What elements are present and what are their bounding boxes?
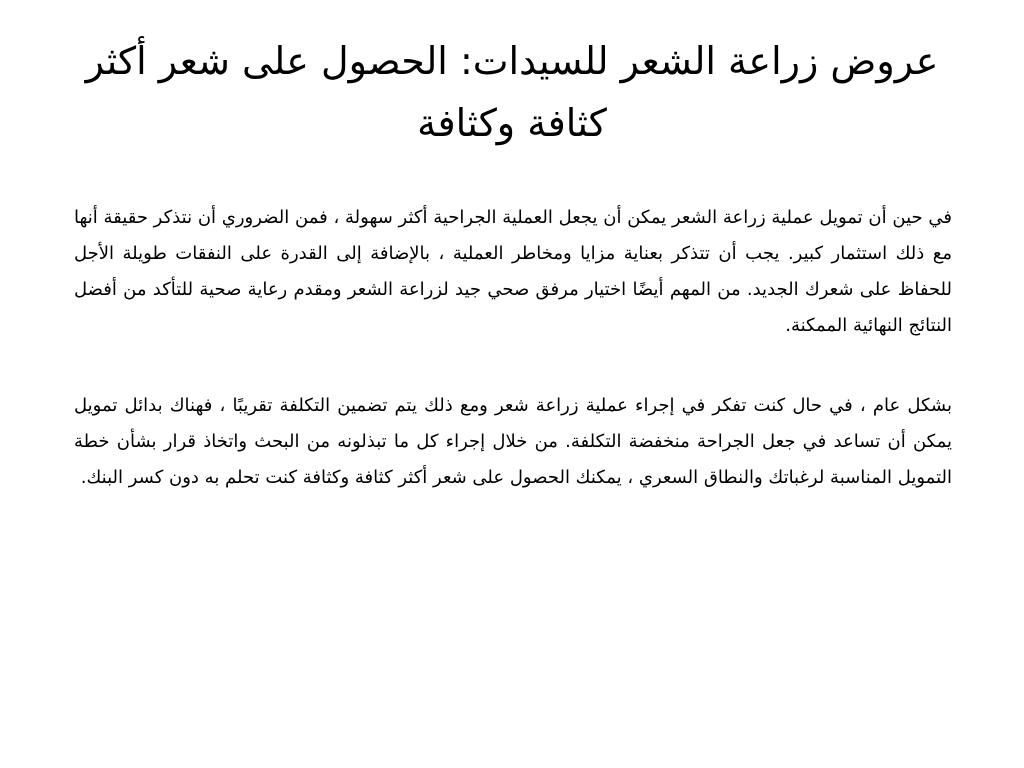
slide-body [74,200,952,540]
slide-title: عروض زراعة الشعر للسيدات: الحصول على شعر أكثر كثافة وكثافة [85,39,939,145]
body-paragraph-1: في حين أن تمويل عملية زراعة الشعر يمكن أن يجعل العملية الجراحية أكثر سهولة ، فمن الضروري أن نتذكر حقيقة أنها مع ذلك استثمار كبير. يجب أن تتذكر بعناية مزايا ومخاطر العملية ، بالإضافة إلى القدرة على النفقات طويلة الأجل للحفاظ على شعرك الجديد. من المهم أيضًا اختيار مرفق صحي جيد لزراعة الشعر ومقدم رعاية صحية للتأكد من أفضل النتائج النهائية الممكنة. [74,207,952,336]
body-paragraph-2: بشكل عام ، في حال كنت تفكر في إجراء عملية زراعة شعر ومع ذلك يتم تضمين التكلفة تقريبًا ، فهناك بدائل تمويل يمكن أن تساعد في جعل الجراحة منخفضة التكلفة. من خلال إجراء كل ما تبذلونه من البحث واتخاذ قرار بشأن خطة التمويل المناسبة لرغباتك والنطاق السعري ، يمكنك الحصول على شعر أكثر كثافة وكثافة كنت تحلم به دون كسر البنك. [74,395,952,488]
